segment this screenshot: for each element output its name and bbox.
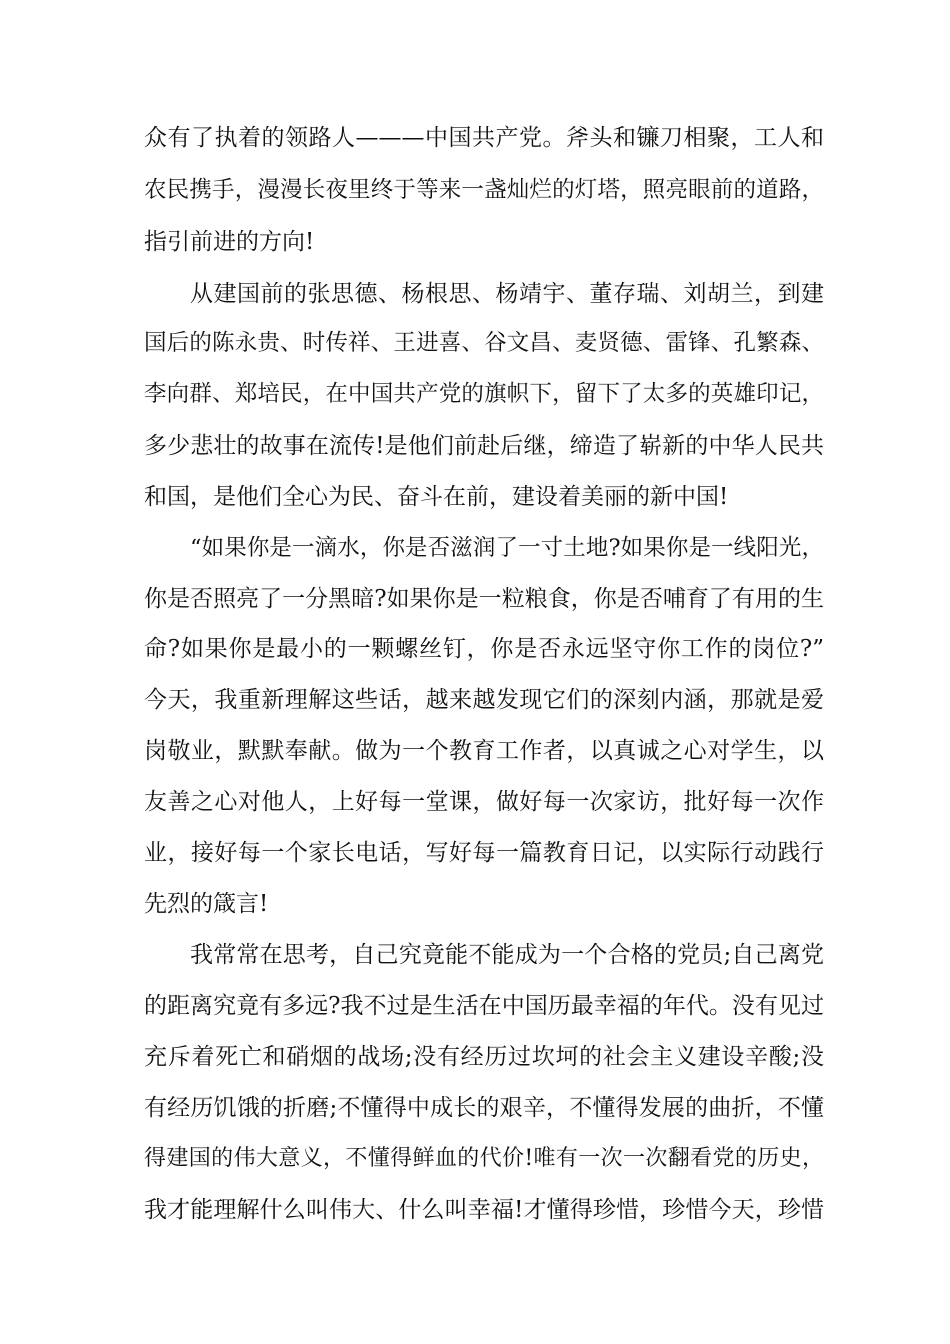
- text-line: 从建国前的张思德、杨根思、杨靖宇、董存瑞、刘胡兰，到建: [190, 281, 824, 307]
- text-line: 有经历饥饿的折磨;不懂得中成长的艰辛，不懂得发展的曲折，不懂: [144, 1095, 824, 1121]
- text-line: 我才能理解什么叫伟大、什么叫幸福!才懂得珍惜，珍惜今天，珍惜: [144, 1197, 824, 1223]
- text-line: 得建国的伟大意义，不懂得鲜血的代价!唯有一次一次翻看党的历史，: [144, 1146, 824, 1171]
- text-line: 充斥着死亡和硝烟的战场;没有经历过坎坷的社会主义建设辛酸;没: [144, 1044, 824, 1070]
- text-line: “如果你是一滴水，你是否滋润了一寸土地?如果你是一线阳光，: [190, 535, 824, 561]
- text-line: 今天，我重新理解这些话，越来越发现它们的深刻内涵，那就是爱: [144, 687, 824, 713]
- text-line: 业，接好每一个家长电话，写好每一篇教育日记，以实际行动践行: [144, 840, 824, 866]
- text-line: 众有了执着的领路人———中国共产党。斧头和镰刀相聚，工人和: [144, 125, 824, 151]
- text-line: 先烈的箴言!: [144, 891, 269, 917]
- text-line: 农民携手，漫漫长夜里终于等来一盏灿烂的灯塔，照亮眼前的道路，: [144, 177, 824, 203]
- text-line: 多少悲壮的故事在流传!是他们前赴后继，缔造了崭新的中华人民共: [144, 433, 824, 459]
- text-line: 的距离究竟有多远?我不过是生活在中国历最幸福的年代。没有见过: [144, 993, 824, 1019]
- text-line: 命?如果你是最小的一颗螺丝钉，你是否永远坚守你工作的岗位?”: [144, 636, 824, 662]
- text-line: 李向群、郑培民，在中国共产党的旗帜下，留下了太多的英雄印记，: [144, 381, 824, 407]
- text-line: 和国，是他们全心为民、奋斗在前，建设着美丽的新中国!: [144, 484, 729, 510]
- text-line: 岗敬业，默默奉献。做为一个教育工作者，以真诚之心对学生，以: [144, 738, 824, 764]
- text-line: 指引前进的方向!: [144, 229, 315, 255]
- text-line: 友善之心对他人，上好每一堂课，做好每一次家访，批好每一次作: [144, 789, 824, 815]
- text-line: 我常常在思考，自己究竟能不能成为一个合格的党员;自己离党: [190, 942, 824, 968]
- text-line: 国后的陈永贵、时传祥、王进喜、谷文昌、麦贤德、雷锋、孔繁森、: [144, 330, 824, 356]
- text-line: 你是否照亮了一分黑暗?如果你是一粒粮食，你是否哺育了有用的生: [144, 586, 824, 612]
